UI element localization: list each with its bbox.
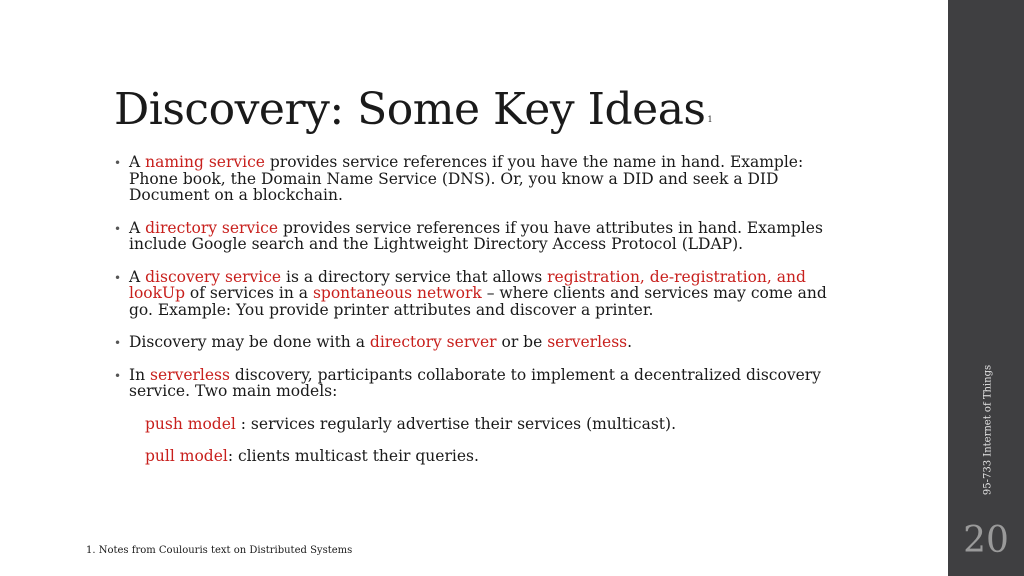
- highlight-registration: registration, de-registration, and lookUp: [129, 267, 806, 302]
- bullet-text: – where clients and services may come and go. Example: You provide printer attributes and discover a printer.: [129, 284, 827, 319]
- bullet-discovery-modes: [112, 334, 832, 351]
- slide-title: [114, 84, 712, 135]
- page-number: 20: [963, 520, 1009, 561]
- sub-item-text: : services regularly advertise their services (multicast).: [235, 414, 677, 433]
- bullet-discovery-service: [112, 269, 832, 319]
- bullet-dot: •: [114, 368, 122, 383]
- bullet-text: .: [627, 333, 633, 351]
- bullet-text: or be: [496, 333, 548, 351]
- course-label: 95-733 Internet of Things: [982, 364, 994, 496]
- highlight-serverless: serverless: [547, 333, 628, 351]
- highlight-push-model: push model: [145, 414, 236, 433]
- highlight-spontaneous-network: spontaneous network: [312, 284, 482, 302]
- bullet-text: discovery, participants collaborate to implement a decentralized discovery service. Two main models:: [129, 365, 821, 400]
- bullet-text: provides service references if you have the name in hand. Example: Phone book, the Domain Name Service (DNS). Or, you know a DID and seek a DID Document on a blockchain.: [129, 153, 804, 204]
- bullet-text: In: [129, 365, 151, 384]
- bullet-text: provides service references if you have attributes in hand. Examples include Google search and the Lightweight Directory Access Protocol (LDAP).: [129, 218, 823, 253]
- bullet-text: of services in a: [185, 284, 313, 302]
- bullet-dot: •: [114, 156, 122, 170]
- bullet-naming-service: [112, 154, 832, 204]
- highlight-naming-service: naming service: [145, 153, 265, 171]
- title-footnote-ref: 1: [707, 115, 713, 124]
- highlight-directory-service: directory service: [145, 218, 279, 237]
- bullet-dot: •: [114, 270, 122, 285]
- bullet-text: A: [129, 218, 146, 237]
- bullet-text: is a directory service that allows: [281, 267, 548, 286]
- bullet-directory-service: [112, 220, 832, 253]
- footnote: 1. Notes from Coulouris text on Distributed Systems: [86, 545, 353, 556]
- title-text: Discovery: Some Key Ideas: [114, 84, 706, 135]
- sub-item-pull-model: [112, 448, 832, 465]
- bullet-text: Discovery may be done with a: [129, 333, 370, 351]
- highlight-serverless: serverless: [150, 365, 230, 384]
- sub-item-text: : clients multicast their queries.: [227, 447, 479, 465]
- highlight-pull-model: pull model: [145, 447, 228, 465]
- bullet-text: A: [129, 153, 146, 171]
- bullet-serverless: [112, 367, 832, 400]
- highlight-discovery-service: discovery service: [145, 267, 282, 286]
- bullet-dot: •: [114, 221, 122, 236]
- bullet-dot: •: [114, 336, 122, 350]
- sub-item-push-model: [112, 416, 832, 433]
- bullet-text: A: [129, 267, 146, 286]
- highlight-directory-server: directory server: [369, 333, 497, 351]
- bullet-list: [112, 154, 832, 481]
